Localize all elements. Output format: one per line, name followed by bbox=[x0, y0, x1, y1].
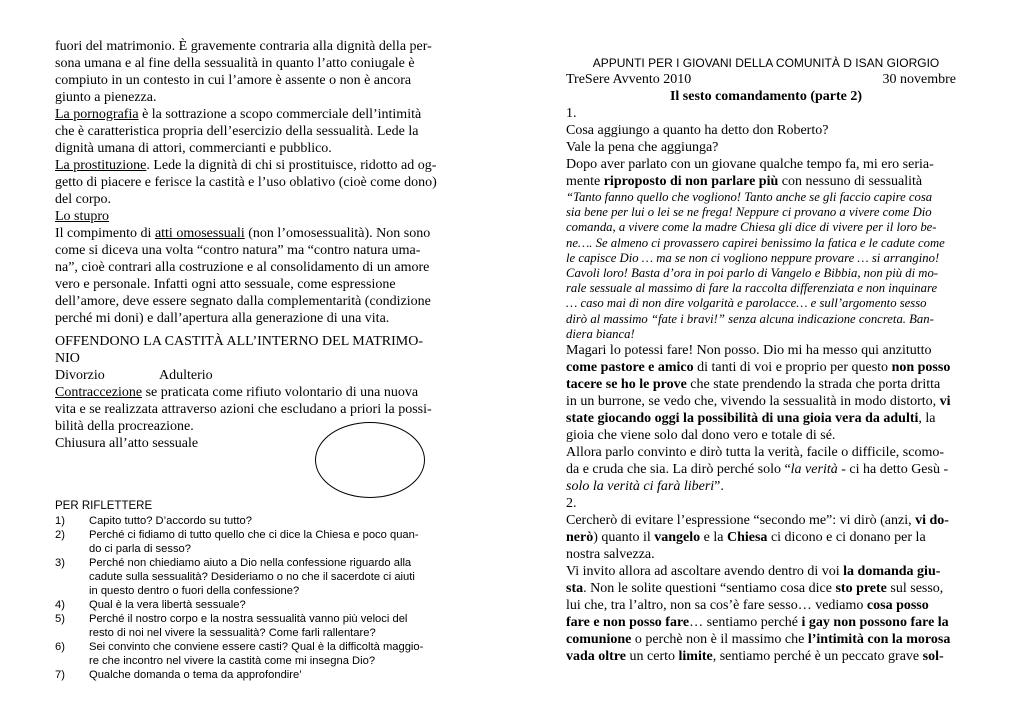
question-text bbox=[89, 528, 419, 556]
text-line: vero e personale. Infatti ogni atto sessuale, come espressione bbox=[55, 277, 396, 292]
question-line: Qual è la vera libertà sessuale? bbox=[89, 599, 246, 611]
bold-text: sto prete bbox=[835, 581, 887, 597]
text-span: un certo bbox=[626, 649, 679, 665]
bold-text: vada oltre bbox=[566, 649, 627, 665]
quote-line: le capisce Dio … ma se non ci vogliono neppure provare … si arrangino! bbox=[566, 250, 940, 265]
text-span: con nessuno di sessualità bbox=[778, 174, 923, 189]
text-span: mente bbox=[566, 174, 604, 189]
quote-line: dirò al massimo “fate i bravi!” senza alcuna indicazione concreta. Ban- bbox=[566, 311, 934, 326]
bold-text: cosa posso bbox=[866, 598, 929, 614]
bold-text: i gay non possono fare la bbox=[801, 615, 949, 631]
text-line: Magari lo potessi fare! Non posso. Dio mi ha messo qui anzitutto bbox=[566, 343, 932, 359]
quote-line: diera bianca! bbox=[566, 326, 635, 341]
question-line: re che incontro nel vivere la castità come mi insegna Dio? bbox=[89, 655, 376, 667]
page-title: Il sesto comandamento (parte 2) bbox=[669, 89, 863, 104]
question-text bbox=[89, 514, 252, 528]
bold-text: l’intimità con la morosa bbox=[807, 632, 951, 648]
quote-line: comanda, a vivere come la madre Chiesa gli dice di vivere per il loro be- bbox=[566, 220, 937, 235]
text-span: Il compimento di bbox=[55, 226, 155, 241]
text-line: nostra salvezza. bbox=[566, 547, 655, 563]
text-span: se praticata come rifiuto volontario di una nuova bbox=[142, 385, 419, 400]
paragraph-prostituzione bbox=[55, 157, 455, 208]
question-item bbox=[55, 556, 455, 598]
question-text bbox=[89, 556, 415, 598]
series-title: TreSere Avvento 2010 bbox=[566, 72, 692, 87]
text-span: di tanti di voi e proprio per questo bbox=[693, 360, 892, 376]
text-line: sona umana e al fine della sessualità in quanto l’atto coniugale è bbox=[55, 56, 415, 71]
quote-block bbox=[566, 190, 966, 342]
item-adulterio: Adulterio bbox=[159, 368, 213, 383]
bold-text: limite bbox=[678, 649, 713, 665]
text-line: bilità della procreazione. bbox=[55, 419, 194, 434]
question-line: in questo dentro o fuori della confessione? bbox=[89, 585, 300, 597]
question-item bbox=[55, 612, 455, 640]
text-span: . Lede la dignità di chi si prostituisce, ridotto ad og- bbox=[146, 158, 437, 173]
bold-text: tacere se ho le prove bbox=[566, 377, 687, 393]
text-line: dell’amore, deve essere segnato dalla complementarità (condizione bbox=[55, 294, 431, 309]
section-number: 1. bbox=[566, 106, 577, 121]
italic-text: la verità bbox=[790, 462, 838, 478]
text-line: gioia che viene solo dal dono vero e totale di sé. bbox=[566, 428, 836, 444]
text-line: giunto a pienezza. bbox=[55, 90, 157, 105]
text-span: ci dicono e ci donano per la bbox=[767, 530, 926, 546]
quote-line: rale sessuale al massimo di fare la raccolta differenziata e non inquinare bbox=[566, 281, 938, 296]
text-line: vita e se realizzata attraverso azioni che escludano a priori la possi- bbox=[55, 402, 432, 417]
text-line: na”, cioè contrari alla costruzione e al consolidamento di un amore bbox=[55, 260, 430, 275]
question-text bbox=[89, 668, 302, 682]
question-text bbox=[89, 640, 423, 668]
question-line: resto di noi nel vivere la sessualità? Come farli rallentare? bbox=[89, 627, 376, 639]
section-number: 2. bbox=[566, 496, 577, 512]
text-span: , sentiamo perché è un peccato grave bbox=[712, 649, 923, 665]
question-item bbox=[55, 598, 455, 612]
quote-line: ne…. Se almeno ci provassero capirei benissimo la fatica e le cadute come bbox=[566, 235, 945, 250]
text-span: sul sesso, bbox=[886, 581, 944, 597]
italic-text: solo la verità ci farà liberi bbox=[566, 479, 715, 495]
text-span: Vi invito allora ad ascoltare avendo dentro di voi bbox=[566, 564, 844, 580]
question-number: 6) bbox=[55, 641, 65, 653]
quote-line: Cavoli loro! Basta d’ora in poi parlo di Vangelo e Bibbia, non più di mo- bbox=[566, 266, 939, 281]
text-line: come si diceva una volta “contro natura” ma “contro natura uma- bbox=[55, 243, 421, 258]
question-item bbox=[55, 668, 455, 682]
text-span: in un burrone, se vedo che, vivendo la sessualità in modo distorto, bbox=[566, 394, 940, 410]
bold-text: la domanda giu- bbox=[843, 564, 941, 580]
text-span: (non l’omosessualità). Non sono bbox=[244, 226, 431, 241]
question-number: 2) bbox=[55, 529, 65, 541]
paragraph-non-posso bbox=[566, 342, 966, 444]
text-span: è la sottrazione a scopo commerciale dell’intimità bbox=[138, 107, 422, 122]
bold-text: non posso bbox=[891, 360, 951, 376]
heading-contraccezione: Contraccezione bbox=[55, 385, 143, 400]
page-header: APPUNTI PER I GIOVANI DELLA COMUNITÀ D ISAN GIORGIO bbox=[592, 56, 940, 70]
question-item bbox=[55, 640, 455, 668]
text-line: Allora parlo convinto e dirò tutta la verità, facile o difficile, scomo- bbox=[566, 445, 944, 461]
text-span: lui che, tra l’altro, non sa cos’è fare sesso… vediamo bbox=[566, 598, 867, 614]
text-span: Cercherò di evitare l’espressione “secondo me”: vi dirò (anzi, bbox=[566, 513, 916, 529]
bold-text: vi do- bbox=[915, 513, 949, 529]
section-heading: OFFENDONO LA CASTITÀ ALL’INTERNO DEL MATRIMO- bbox=[55, 334, 424, 349]
item-chiusura: Chiusura all’atto sessuale bbox=[55, 436, 199, 451]
question-text bbox=[89, 612, 407, 640]
question-line: cadute sulla sessualità? Desideriamo o no che il sacerdote ci aiuti bbox=[89, 571, 415, 583]
bold-text: vi bbox=[939, 394, 951, 410]
text-line: getto di piacere e ferisce la castità e l’uso oblativo (cioè come dono) bbox=[55, 175, 437, 190]
section-heading: NIO bbox=[55, 351, 80, 366]
question-line: do ci parla di sesso? bbox=[89, 543, 191, 555]
question-item bbox=[55, 514, 455, 528]
text-line: fuori del matrimonio. È gravemente contraria alla dignità della per- bbox=[55, 39, 432, 54]
text-span: ”. bbox=[714, 479, 724, 495]
text-span: e la bbox=[700, 530, 727, 546]
underlined-term: atti omosessuali bbox=[154, 226, 245, 241]
right-page bbox=[566, 55, 966, 665]
paragraph-omosessuali bbox=[55, 225, 455, 327]
paragraph-verita bbox=[566, 444, 966, 495]
paragraph-domanda-giusta bbox=[566, 563, 966, 665]
question-line: Perché ci fidiamo di tutto quello che ci dice la Chiesa e poco quan- bbox=[89, 529, 419, 541]
date: 30 novembre bbox=[882, 72, 956, 87]
heading-prostituzione: La prostituzione bbox=[55, 158, 147, 173]
text-span: … sentiamo perché bbox=[689, 615, 802, 631]
text-span: da e cruda che sia. La dirò perché solo “ bbox=[566, 462, 791, 478]
bold-text: vangelo bbox=[654, 530, 701, 546]
section-heading-per-riflettere: PER RIFLETTERE bbox=[55, 500, 153, 512]
bold-text: fare e non posso fare bbox=[566, 615, 690, 631]
text-line: Dopo aver parlato con un giovane qualche tempo fa, mi ero seria- bbox=[566, 157, 934, 172]
quote-line: sia bene per lui o lei se ne frega! Neppure ci provano a vivere come Dio bbox=[566, 205, 932, 220]
text-line: compiuto in un contesto in cui l’amore è assente o non è ancora bbox=[55, 73, 412, 88]
circle-shape bbox=[315, 422, 425, 498]
question-line: Perché non chiediamo aiuto a Dio nella confessione riguardo alla bbox=[89, 557, 412, 569]
question-line: Vale la pena che aggiunga? bbox=[566, 140, 719, 155]
question-list bbox=[55, 514, 455, 682]
heading-pornografia: La pornografia bbox=[55, 107, 139, 122]
question-line: Capito tutto? D’accordo su tutto? bbox=[89, 515, 252, 527]
question-line: Qualche domanda o tema da approfondire’ bbox=[89, 669, 302, 681]
question-number: 5) bbox=[55, 613, 65, 625]
quote-line: “Tanto fanno quello che vogliono! Tanto anche se gli faccio capire cosa bbox=[566, 190, 933, 204]
text-line: del corpo. bbox=[55, 192, 111, 207]
question-line: Perché il nostro corpo e la nostra sessualità vanno più veloci del bbox=[89, 613, 408, 625]
bold-text: riproposto di non parlare più bbox=[603, 174, 779, 189]
bold-text: state giocando oggi la possibilità di una gioia vera da adulti bbox=[566, 411, 919, 427]
text-span: ) quanto il bbox=[593, 530, 655, 546]
left-page bbox=[55, 38, 455, 681]
quote-line: … caso mai di non dire volgarità e parolacce… e sull’argomento sesso bbox=[566, 296, 927, 311]
bold-text: sta bbox=[566, 581, 584, 597]
paragraph-secondo-me bbox=[566, 512, 966, 563]
text-line: perché mi doni) e dall’apertura alla generazione di una vita. bbox=[55, 311, 390, 326]
text-span: che state prendendo la strada che porta dritta bbox=[686, 377, 941, 393]
text-line: che è caratteristica propria dell’esercizio della sessualità. Lede la bbox=[55, 124, 419, 139]
heading-stupro: Lo stupro bbox=[55, 209, 110, 224]
question-number: 7) bbox=[55, 669, 65, 681]
paragraph-pornografia bbox=[55, 106, 455, 157]
text-span: , la bbox=[918, 411, 936, 427]
question-line: Sei convinto che conviene essere casti? Qual è la difficoltà maggio- bbox=[89, 641, 424, 653]
per-riflettere-section bbox=[55, 499, 455, 682]
question-item bbox=[55, 528, 455, 556]
question-number: 1) bbox=[55, 515, 65, 527]
text-span: o perchè non è il massimo che bbox=[631, 632, 808, 648]
bold-text: come pastore e amico bbox=[566, 360, 694, 376]
item-divorzio: Divorzio bbox=[55, 368, 105, 383]
text-span: - ci ha detto Gesù - bbox=[837, 462, 949, 478]
question-number: 4) bbox=[55, 599, 65, 611]
question-text bbox=[89, 598, 246, 612]
question-number: 3) bbox=[55, 557, 65, 569]
bold-text: sol- bbox=[922, 649, 944, 665]
text-line: dignità umana di attori, commercianti e pubblico. bbox=[55, 141, 332, 156]
bold-text: comunione bbox=[566, 632, 632, 648]
bold-text: nerò bbox=[566, 530, 594, 546]
text-span: . Non le solite questioni “sentiamo cosa dice bbox=[583, 581, 836, 597]
paragraph-matrimonio bbox=[55, 38, 455, 106]
bold-text: Chiesa bbox=[726, 530, 768, 546]
question-line: Cosa aggiungo a quanto ha detto don Roberto? bbox=[566, 123, 829, 138]
